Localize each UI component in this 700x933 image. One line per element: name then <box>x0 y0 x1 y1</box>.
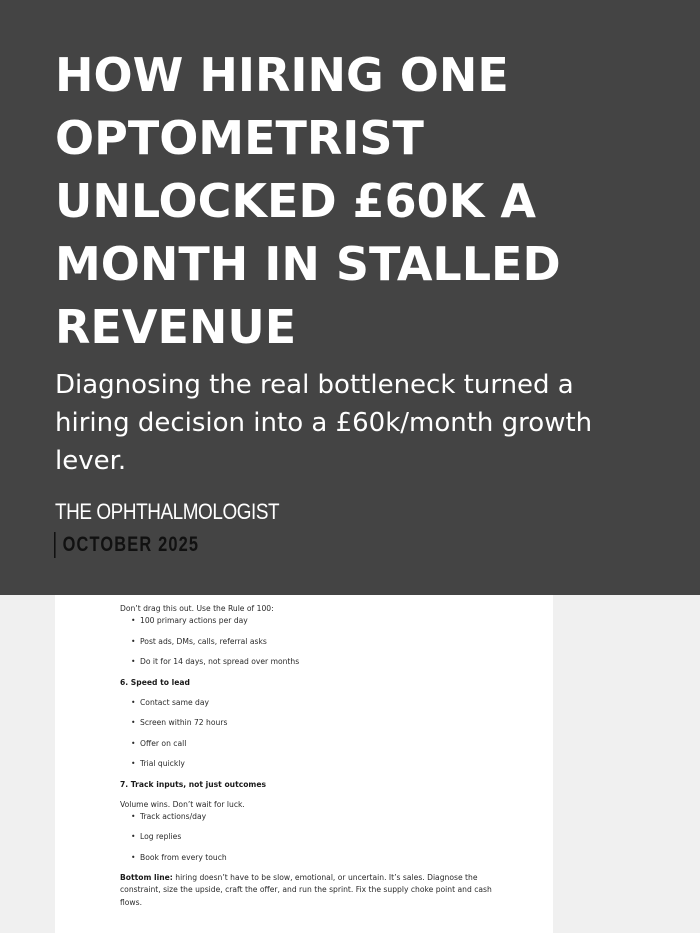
speed-to-lead-list <box>120 697 500 779</box>
bottom-line-label: Bottom line: <box>120 873 173 882</box>
rule-of-100-intro: Don’t drag this out. Use the Rule of 100: <box>120 604 274 613</box>
article-title: HOW HIRING ONE OPTOMETRIST UNLOCKED £60K A MONTH IN STALLED REVENUE <box>55 48 561 354</box>
list-item: • Offer on call <box>131 738 187 748</box>
publication-name: THE OPHTHALMOLOGIST <box>55 499 280 524</box>
section-heading-track-inputs: 7. Track inputs, not just outcomes <box>120 779 267 789</box>
list-item: • Track actions/day <box>131 811 207 821</box>
track-inputs-intro: Volume wins. Don’t wait for luck. <box>120 799 245 809</box>
document-body <box>120 603 500 909</box>
rule-of-100-list <box>120 615 500 677</box>
bottom-line-text: hiring doesn’t have to be slow, emotional, or uncertain. It’s sales. Diagnose the constraint, size the upside, craft the offer, and run the sprint. Fix the supply choke point and cash flows. <box>120 873 492 907</box>
document-preview <box>55 595 553 933</box>
list-item: • Trial quickly <box>131 759 185 768</box>
bullet-icon: • <box>131 636 136 646</box>
list-item: • Screen within 72 hours <box>131 718 228 727</box>
list-item: • 100 primary actions per day <box>131 616 248 625</box>
bottom-line-paragraph <box>120 872 500 909</box>
bullet-icon: • <box>131 697 136 707</box>
list-item: • Log replies <box>131 832 182 841</box>
list-item: • Book from every touch <box>131 852 227 862</box>
bullet-icon: • <box>131 852 136 862</box>
track-inputs-list <box>120 811 500 873</box>
bullet-icon: • <box>131 657 136 666</box>
bullet-icon: • <box>131 759 136 768</box>
bullet-icon: • <box>131 718 136 727</box>
article-subtitle: Diagnosing the real bottleneck turned a hiring decision into a £60k/month growth lever. <box>55 370 593 476</box>
publication-date: OCTOBER 2025 <box>54 532 199 558</box>
list-item: • Do it for 14 days, not spread over months <box>131 657 300 666</box>
bullet-icon: • <box>131 811 136 821</box>
section-heading-speed-to-lead: 6. Speed to lead <box>120 677 190 687</box>
list-item: • Contact same day <box>131 697 210 707</box>
list-item: • Post ads, DMs, calls, referral asks <box>131 636 267 646</box>
bullet-icon: • <box>131 832 136 841</box>
bullet-icon: • <box>131 738 136 748</box>
bullet-icon: • <box>131 616 136 625</box>
